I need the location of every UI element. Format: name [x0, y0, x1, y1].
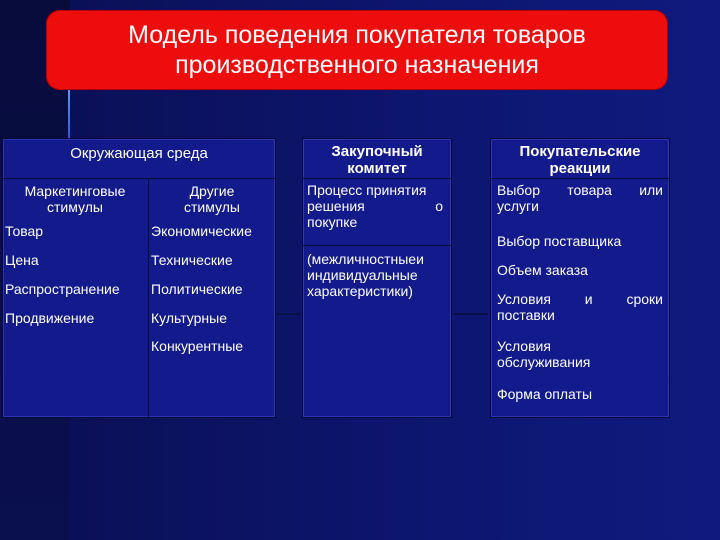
other-item: Технические — [151, 252, 233, 268]
arrow-environment-to-committee — [276, 313, 300, 315]
marketing-item: Товар — [5, 223, 44, 239]
reaction-item: Выбор поставщика — [497, 233, 622, 249]
reactions-header: Покупательские реакции — [519, 143, 641, 177]
participant-characteristics: (межличностныеи индивидуальные характеристики) — [307, 251, 424, 299]
title-line-2: производственного назначения — [175, 51, 539, 79]
committee-header: Закупочный комитет — [331, 143, 423, 177]
other-item: Политические — [151, 281, 243, 297]
reaction-item: Условия и сроки поставки — [497, 291, 663, 323]
title-line-1: Модель поведения покупателя товаров — [128, 21, 586, 49]
environment-header: Окружающая среда — [70, 145, 208, 162]
reaction-item: Форма оплаты — [497, 386, 593, 402]
marketing-item: Цена — [5, 252, 39, 268]
marketing-stimuli-header: Маркетинговые стимулы — [24, 183, 126, 215]
marketing-item: Распространение — [5, 281, 120, 297]
reactions-panel — [490, 138, 670, 418]
reaction-item: Условия обслуживания — [497, 338, 591, 370]
committee-divider — [303, 245, 451, 246]
committee-header-divider — [303, 178, 451, 179]
decision-process: Процесс принятия решения о покупке — [307, 182, 443, 230]
committee-panel — [302, 138, 452, 418]
title-box — [46, 10, 668, 90]
environment-header-divider — [3, 178, 275, 179]
other-item: Конкурентные — [151, 338, 244, 354]
marketing-item: Продвижение — [5, 310, 95, 326]
reaction-item: Объем заказа — [497, 262, 588, 278]
arrow-committee-to-reactions — [452, 313, 488, 315]
other-item: Культурные — [151, 310, 227, 326]
other-item: Экономические — [151, 223, 252, 239]
environment-column-divider — [148, 178, 149, 417]
reaction-item: Выбор товара или услуги — [497, 182, 663, 214]
environment-panel — [2, 138, 276, 418]
other-stimuli-header: Другие стимулы — [184, 183, 240, 215]
reactions-header-divider — [491, 178, 669, 179]
